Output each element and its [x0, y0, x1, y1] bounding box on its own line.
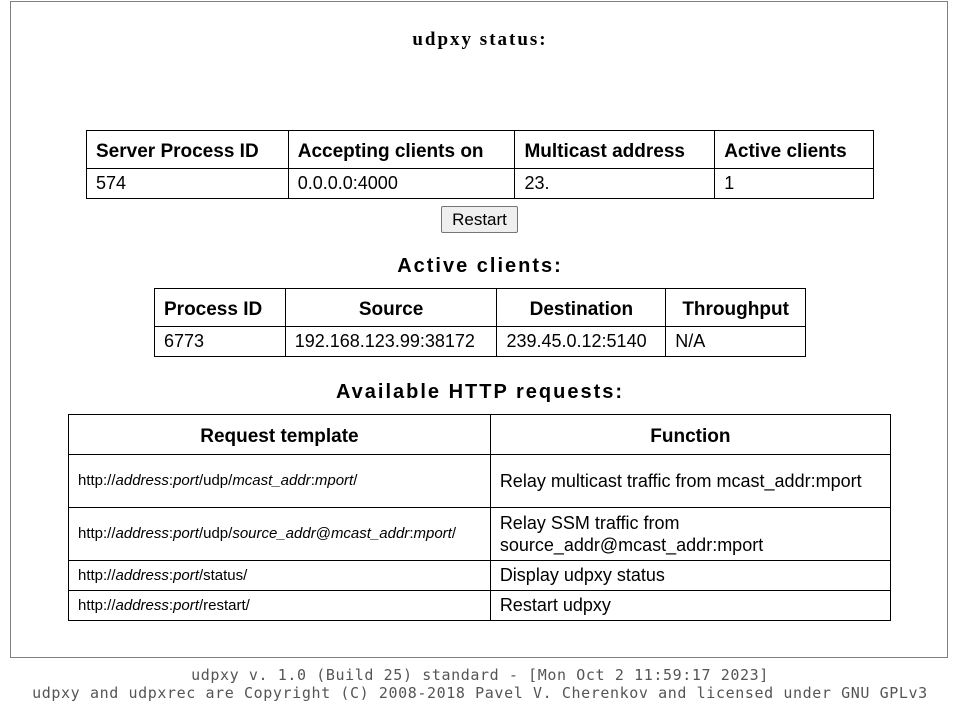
template-literal: http://: [78, 567, 116, 584]
request-function: Relay SSM traffic from source_addr@mcast_addr:mport: [490, 508, 890, 561]
table-header-row: [87, 131, 874, 169]
request-function: Relay multicast traffic from mcast_addr:mport: [490, 455, 890, 508]
template-placeholder: mcast_addr: [330, 525, 410, 542]
template-literal: :: [409, 525, 414, 542]
template-literal: /: [353, 472, 358, 489]
template-placeholder: address: [115, 567, 169, 584]
header-source: Source: [285, 289, 497, 327]
request-template: [69, 455, 491, 508]
table-row: [69, 591, 891, 621]
template-literal: /: [451, 525, 456, 542]
client-throughput: N/A: [666, 327, 806, 357]
template-literal: /udp/: [198, 525, 233, 542]
template-literal: :: [168, 597, 174, 614]
http-requests-table: [68, 414, 891, 621]
page-title: udpxy status:: [412, 29, 548, 50]
table-row: [69, 508, 891, 561]
header-throughput: Throughput: [666, 289, 806, 327]
header-destination: Destination: [497, 289, 666, 327]
table-row: [87, 169, 874, 199]
template-placeholder: mport: [314, 472, 354, 489]
table-header-row: [69, 415, 891, 455]
template-literal: @: [315, 525, 331, 542]
server-status-table: [86, 130, 874, 199]
table-row: [155, 327, 806, 357]
template-placeholder: port: [173, 472, 199, 489]
client-source: 192.168.123.99:38172: [285, 327, 497, 357]
template-placeholder: address: [115, 472, 169, 489]
template-literal: http://: [78, 472, 116, 489]
template-placeholder: port: [173, 525, 199, 542]
request-function: Display udpxy status: [490, 561, 890, 591]
multicast-address-value: 23.: [515, 169, 715, 199]
template-literal: http://: [78, 597, 116, 614]
copyright-footer: udpxy and udpxrec are Copyright (C) 2008-2018 Pavel V. Cherenkov and licensed under GNU GPLv3: [32, 684, 928, 702]
table-row: [69, 561, 891, 591]
request-template: [69, 591, 491, 621]
header-active-clients: Active clients: [715, 131, 874, 169]
active-clients-value: 1: [715, 169, 874, 199]
template-placeholder: port: [173, 567, 199, 584]
template-literal: :: [168, 525, 174, 542]
request-function: Restart udpxy: [490, 591, 890, 621]
header-accepting-clients-on: Accepting clients on: [288, 131, 515, 169]
restart-button[interactable]: Restart: [441, 206, 518, 233]
header-process-id: Process ID: [155, 289, 286, 327]
template-literal: :: [310, 472, 315, 489]
header-function: Function: [490, 415, 890, 455]
version-footer: udpxy v. 1.0 (Build 25) standard - [Mon Oct 2 11:59:17 2023]: [191, 666, 769, 684]
template-literal: /status/: [198, 567, 248, 584]
table-row: [69, 455, 891, 508]
template-literal: :: [168, 567, 174, 584]
template-placeholder: address: [115, 597, 169, 614]
template-placeholder: source_addr: [232, 525, 316, 542]
client-process-id: 6773: [155, 327, 286, 357]
active-clients-title: Active clients:: [397, 255, 563, 277]
template-placeholder: port: [173, 597, 199, 614]
template-literal: :: [168, 472, 174, 489]
client-destination: 239.45.0.12:5140: [497, 327, 666, 357]
template-placeholder: address: [115, 525, 169, 542]
active-clients-table: [154, 288, 806, 357]
header-multicast-address: Multicast address: [515, 131, 715, 169]
header-request-template: Request template: [69, 415, 491, 455]
template-placeholder: mcast_addr: [232, 472, 311, 489]
accepting-clients-on-value: 0.0.0.0:4000: [288, 169, 515, 199]
request-template: [69, 561, 491, 591]
header-server-process-id: Server Process ID: [87, 131, 289, 169]
request-template: [69, 508, 491, 561]
table-header-row: [155, 289, 806, 327]
template-literal: http://: [78, 525, 116, 542]
template-literal: /restart/: [198, 597, 250, 614]
template-placeholder: mport: [413, 525, 452, 542]
template-literal: /udp/: [198, 472, 233, 489]
http-requests-title: Available HTTP requests:: [335, 381, 625, 403]
server-process-id-value: 574: [87, 169, 289, 199]
